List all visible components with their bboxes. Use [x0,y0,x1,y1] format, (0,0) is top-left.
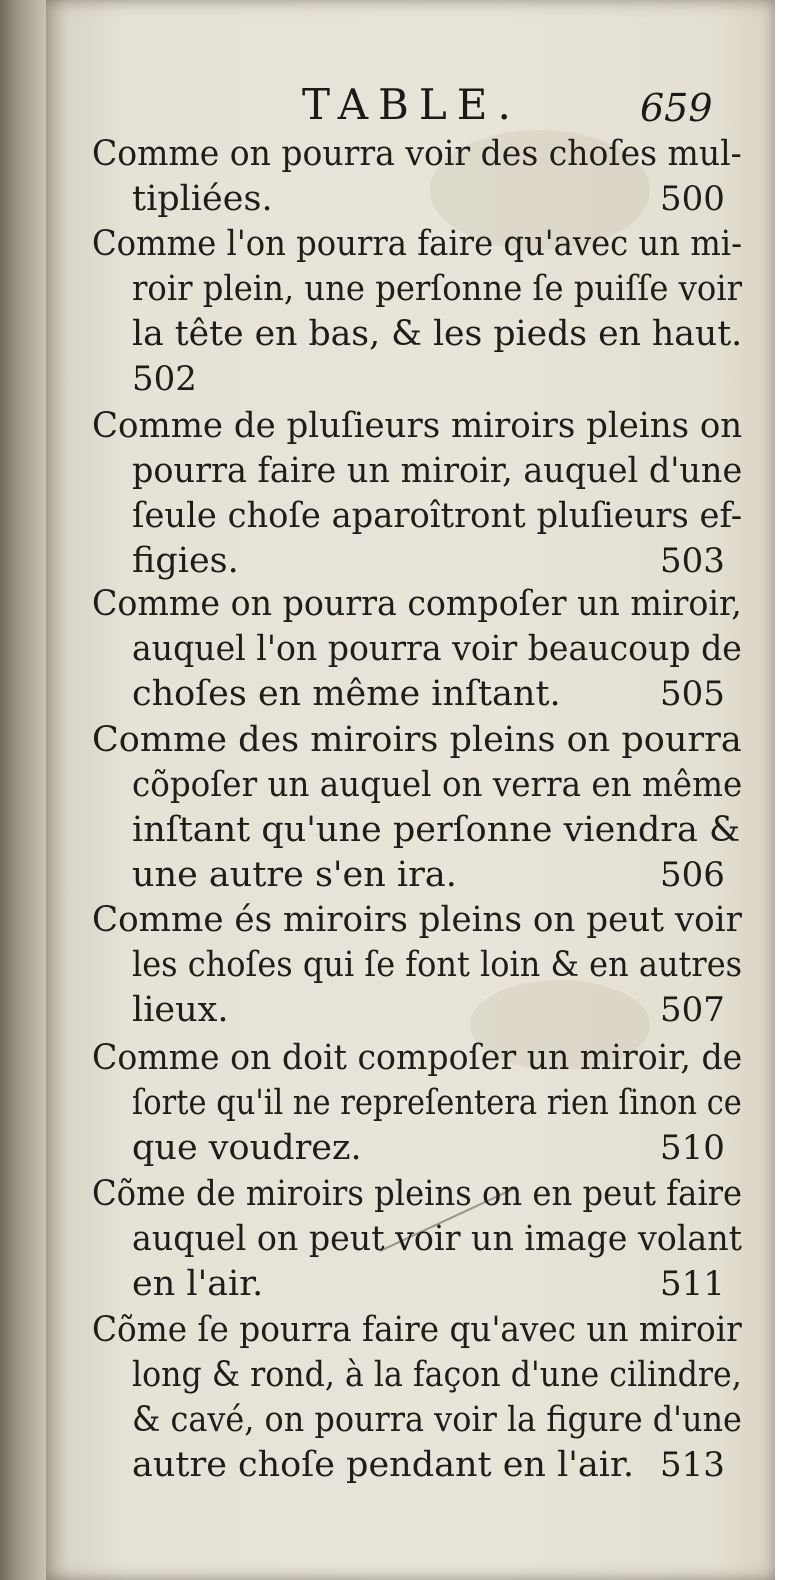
toc-page-reference: 506 [660,855,725,895]
toc-entry-line: que voudrez. [132,1128,362,1168]
toc-entry-line: ſorte qu'il ne repreſentera rien ſinon ce [132,1083,742,1123]
toc-entry-line: auquel on peut voir un image volant [132,1219,742,1259]
page-number: 659 [640,86,713,130]
toc-entry-line: autre choſe pendant en l'air. [132,1445,634,1485]
toc-page-reference: 513 [660,1445,725,1485]
toc-entry-line: Comme és miroirs pleins on peut voir [92,900,742,940]
toc-entry-line: long & rond, à la façon d'une cilindre, [132,1355,742,1395]
toc-entry-line: cõpoſer un auquel on verra en même [132,765,743,805]
running-title: TABLE. [302,80,521,129]
toc-entry-line: Comme on doit compoſer un miroir, de [92,1038,743,1078]
toc-entry-line: les choſes qui ſe font loin & en autres [132,945,743,985]
toc-entry-line: lieux. [132,990,229,1030]
toc-entry-line: Comme l'on pourra faire qu'avec un mi- [92,224,742,264]
toc-page-reference: 500 [660,179,725,219]
page-header [0,80,800,140]
toc-entry-line: en l'air. [132,1264,264,1304]
toc-entry-line: une autre s'en ira. [132,855,457,895]
toc-page-reference: 511 [660,1264,725,1304]
toc-entry-line: auquel l'on pourra voir beaucoup de [132,629,742,669]
book-spine-shadow [0,0,46,1580]
toc-page-reference: 510 [660,1128,725,1168]
toc-entry-line: la tête en bas, & les pieds en haut. [132,314,743,354]
toc-entry-line: figies. [132,541,239,581]
toc-entry-line: & cavé, on pourra voir la figure d'une [132,1400,742,1440]
toc-entry-line: Comme de pluſieurs miroirs pleins on [92,406,743,446]
toc-page-reference: 507 [660,990,725,1030]
toc-entry-line: Cõme de miroirs pleins on en peut faire [92,1174,743,1214]
toc-entry-line: ſeule choſe aparoîtront pluſieurs ef- [132,496,743,536]
toc-page-reference: 505 [660,674,725,714]
toc-entry-line: roir plein, une perſonne ſe puiſſe voir [132,269,743,309]
toc-entry-line: Comme on pourra compoſer un miroir, [92,584,742,624]
toc-entry-line: tipliées. [132,179,273,219]
toc-entry-line: Comme des miroirs pleins on pourra [92,720,742,760]
toc-page-reference: 502 [132,359,197,399]
toc-entry-line: inſtant qu'une perſonne viendra & [132,810,741,850]
toc-page-reference: 503 [660,541,725,581]
toc-entry-line: Comme on pourra voir des choſes mul- [92,134,742,174]
toc-entry-line: pourra faire un miroir, auquel d'une [132,451,743,491]
toc-entry-line: Cõme ſe pourra faire qu'avec un miroir [92,1310,742,1350]
toc-entry-line: choſes en même inſtant. [132,674,561,714]
